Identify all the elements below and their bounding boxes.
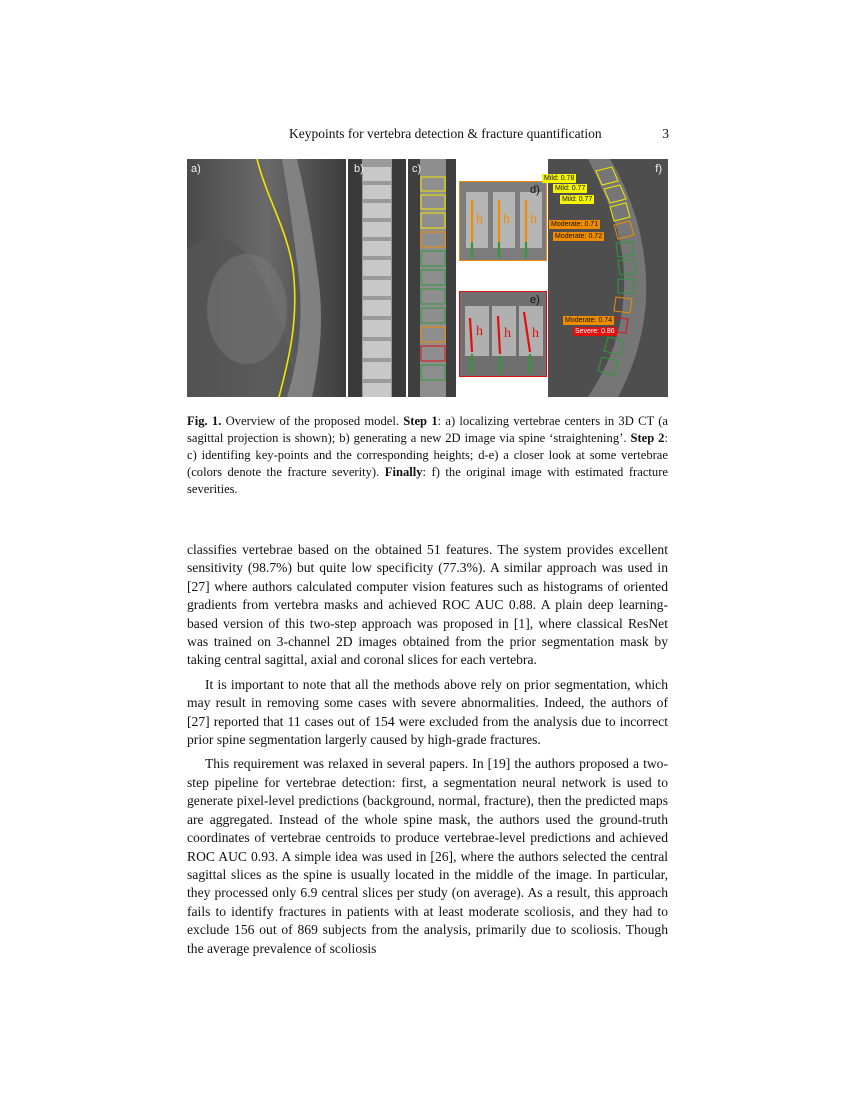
severity-badge-text: Severe: 0.86 <box>575 328 615 335</box>
severity-badge <box>573 327 617 336</box>
caption-text: : a) localizing vertebrae centers in 3D CT (a sagittal projection is shown); b) generating a new 2D image via spine ‘straightening’. <box>187 414 668 445</box>
severity-badge <box>549 220 600 229</box>
height-symbol: h <box>504 326 511 341</box>
height-symbol: h <box>530 212 537 227</box>
caption-text: : f) the original image with estimated fracture severities. <box>187 465 668 496</box>
panel-label-d: d) <box>530 184 540 196</box>
severity-badge <box>553 184 587 193</box>
severity-badge-text: Moderate: 0.74 <box>565 317 613 324</box>
running-head <box>289 125 669 143</box>
height-symbol: h <box>476 324 483 339</box>
severity-badge-text: Mild: 0.77 <box>562 196 593 203</box>
panel-label-b: b) <box>354 163 364 175</box>
caption-label: Fig. 1. <box>187 414 222 428</box>
straightened-spine-image <box>348 159 406 397</box>
severity-badge <box>563 316 614 325</box>
severity-badge-text: Mild: 0.77 <box>555 185 586 192</box>
running-title: Keypoints for vertebra detection & fracture quantification <box>289 126 602 141</box>
panel-b-straightened <box>348 159 406 397</box>
sagittal-ct-image <box>187 159 346 397</box>
severity-badge <box>553 232 604 241</box>
paragraph: classifies vertebrae based on the obtained 51 features. The system provides excellent sensitivity (98.7%) but quite low specificity (77.3%). A similar approach was used in [27] where authors calculated computer vision features such as histograms of oriented gradients from vertebra masks and achieved ROC AUC 0.88. A plain deep learning-based version of this two-step approach was proposed in [1], where classical ResNet was trained on 3-channel 2D images obtained from the prior segmentation mask by taking central sagittal, axial and coronal slices for each vertebra. <box>187 542 668 668</box>
caption-step2: Step 2 <box>630 431 665 445</box>
panel-a-sagittal-ct <box>187 159 346 397</box>
figure-1 <box>187 159 668 397</box>
height-symbol: h <box>476 212 483 227</box>
caption-finally: Finally <box>384 465 423 479</box>
severity-badge-text: Mild: 0.78 <box>544 175 575 182</box>
severity-badge <box>560 195 594 204</box>
height-symbol: h <box>532 326 539 341</box>
caption-step1: Step 1 <box>403 414 438 428</box>
body-text <box>187 541 668 958</box>
caption-text: : c) identifing key-points and the corresponding heights; d-e) a closer look at some vertebrae (colors denote the fracture severity). <box>187 431 668 479</box>
panel-c-keypoints <box>408 159 456 397</box>
panel-d-closeup <box>459 181 547 261</box>
keypoints-image <box>408 159 456 397</box>
paragraph: It is important to note that all the methods above rely on prior segmentation, which may result in removing some cases with severe abnormalities. Indeed, the authors of [27] reported that 11 cases out of 154 were excluded from the analysis due to incorrect prior spine segmentation largerly caused by high-grade fractures. <box>187 676 668 748</box>
panel-label-f: f) <box>655 163 662 175</box>
caption-text: Overview of the proposed model. <box>221 414 404 428</box>
panel-label-e: e) <box>530 294 540 306</box>
panel-label-a: a) <box>191 163 201 175</box>
height-symbol: h <box>503 212 510 227</box>
severity-badge-text: Moderate: 0.71 <box>551 221 599 228</box>
panel-label-c: c) <box>412 163 422 175</box>
paragraph: This requirement was relaxed in several papers. In [19] the authors proposed a two-step pipeline for vertebrae detection: first, a segmentation neural network is used to generate pixel-level predictions (background, normal, fracture), then the predicted maps are aggregated. Instead of the whole spine mask, the authors used the ground-truth coordinates of vertebrae centroids to produce vertebrae-level predictions and achieved ROC AUC 0.93. A simple idea was used in [26], where the authors selected the central sagittal slices as the spine is usually located in the middle of the image. In particular, they processed only 6.9 central slices per study (on average). As a result, this approach fails to identify fractures in patients with at least moderate scoliosis, and they had to exclude 156 out of 869 subjects from the analysis, primarily due to scoliosis. Though the average prevalence of scoliosis <box>187 756 668 956</box>
severity-badge-text: Moderate: 0.72 <box>555 233 603 240</box>
severity-badge <box>542 174 576 183</box>
page-number: 3 <box>662 126 669 141</box>
figure-caption <box>187 413 668 498</box>
panel-e-closeup <box>459 291 547 377</box>
